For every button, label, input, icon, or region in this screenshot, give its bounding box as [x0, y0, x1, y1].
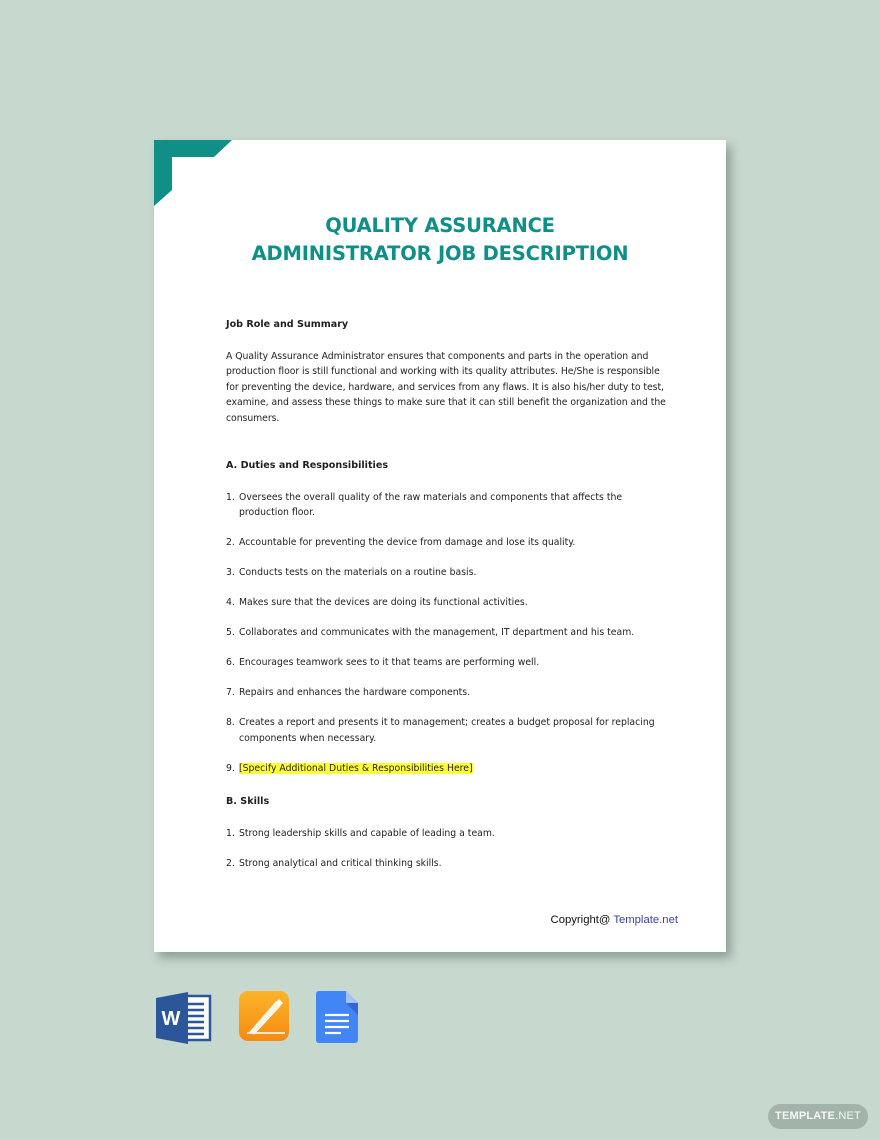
skills-section — [226, 794, 666, 871]
duty-item: 4. Makes sure that the devices are doing its functional activities. — [226, 597, 528, 608]
duty-item-placeholder: 9. [Specify Additional Duties & Responsibilities Here] — [226, 762, 473, 774]
skill-item: 1. Strong leadership skills and capable of leading a team. — [226, 827, 495, 839]
title-line-2: ADMINISTRATOR JOB DESCRIPTION — [251, 242, 629, 265]
copyright-notice — [551, 914, 678, 926]
document-body — [226, 317, 666, 886]
copyright-prefix: Copyright@ — [550, 914, 614, 926]
skills-list — [226, 826, 666, 872]
apple-pages-icon[interactable] — [238, 990, 290, 1042]
duty-item: 6. Encourages teamwork sees to it that teams are performing well. — [226, 657, 540, 668]
skills-heading: B. Skills — [226, 796, 270, 807]
microsoft-word-icon[interactable] — [154, 990, 212, 1046]
duty-item: 7. Repairs and enhances the hardware components. — [226, 687, 471, 698]
template-net-watermark: TEMPLATE.NET — [768, 1104, 868, 1129]
duties-section — [226, 458, 666, 776]
duty-item: 8. Creates a report and presents it to management; creates a budget proposal for replacing components when necessary. — [226, 717, 655, 744]
summary-heading: Job Role and Summary — [226, 319, 349, 330]
duty-item: 3. Conducts tests on the materials on a routine basis. — [226, 567, 477, 578]
title-line-1: QUALITY ASSURANCE — [325, 214, 555, 237]
placeholder-highlight: [Specify Additional Duties & Responsibilities Here] — [239, 762, 473, 774]
duty-item: 1. Oversees the overall quality of the raw materials and components that affects the production floor. — [226, 491, 623, 518]
document-title — [154, 212, 726, 268]
duties-list — [226, 490, 666, 777]
summary-paragraph: A Quality Assurance Administrator ensures that components and parts in the operation and production floor is still functional and working with its quality attributes. He/She is responsible for preventing the device, hardware, and services from any flaws. It is also his/her duty to test, examine, and assess these things to make sure that it can still benefit the organization and the consumers. — [226, 350, 666, 424]
google-docs-icon[interactable] — [316, 990, 360, 1044]
duty-item: 2. Accountable for preventing the device from damage and lose its quality. — [226, 537, 576, 548]
duties-heading: A. Duties and Responsibilities — [226, 460, 389, 471]
duty-item: 5. Collaborates and communicates with the management, IT department and his team. — [226, 627, 635, 638]
skill-item: 2. Strong analytical and critical thinking skills. — [226, 857, 442, 869]
svg-text:W: W — [161, 1008, 181, 1030]
copyright-link[interactable]: Template.net — [613, 914, 678, 926]
document-page — [154, 140, 726, 952]
corner-accent-icon — [154, 140, 234, 208]
